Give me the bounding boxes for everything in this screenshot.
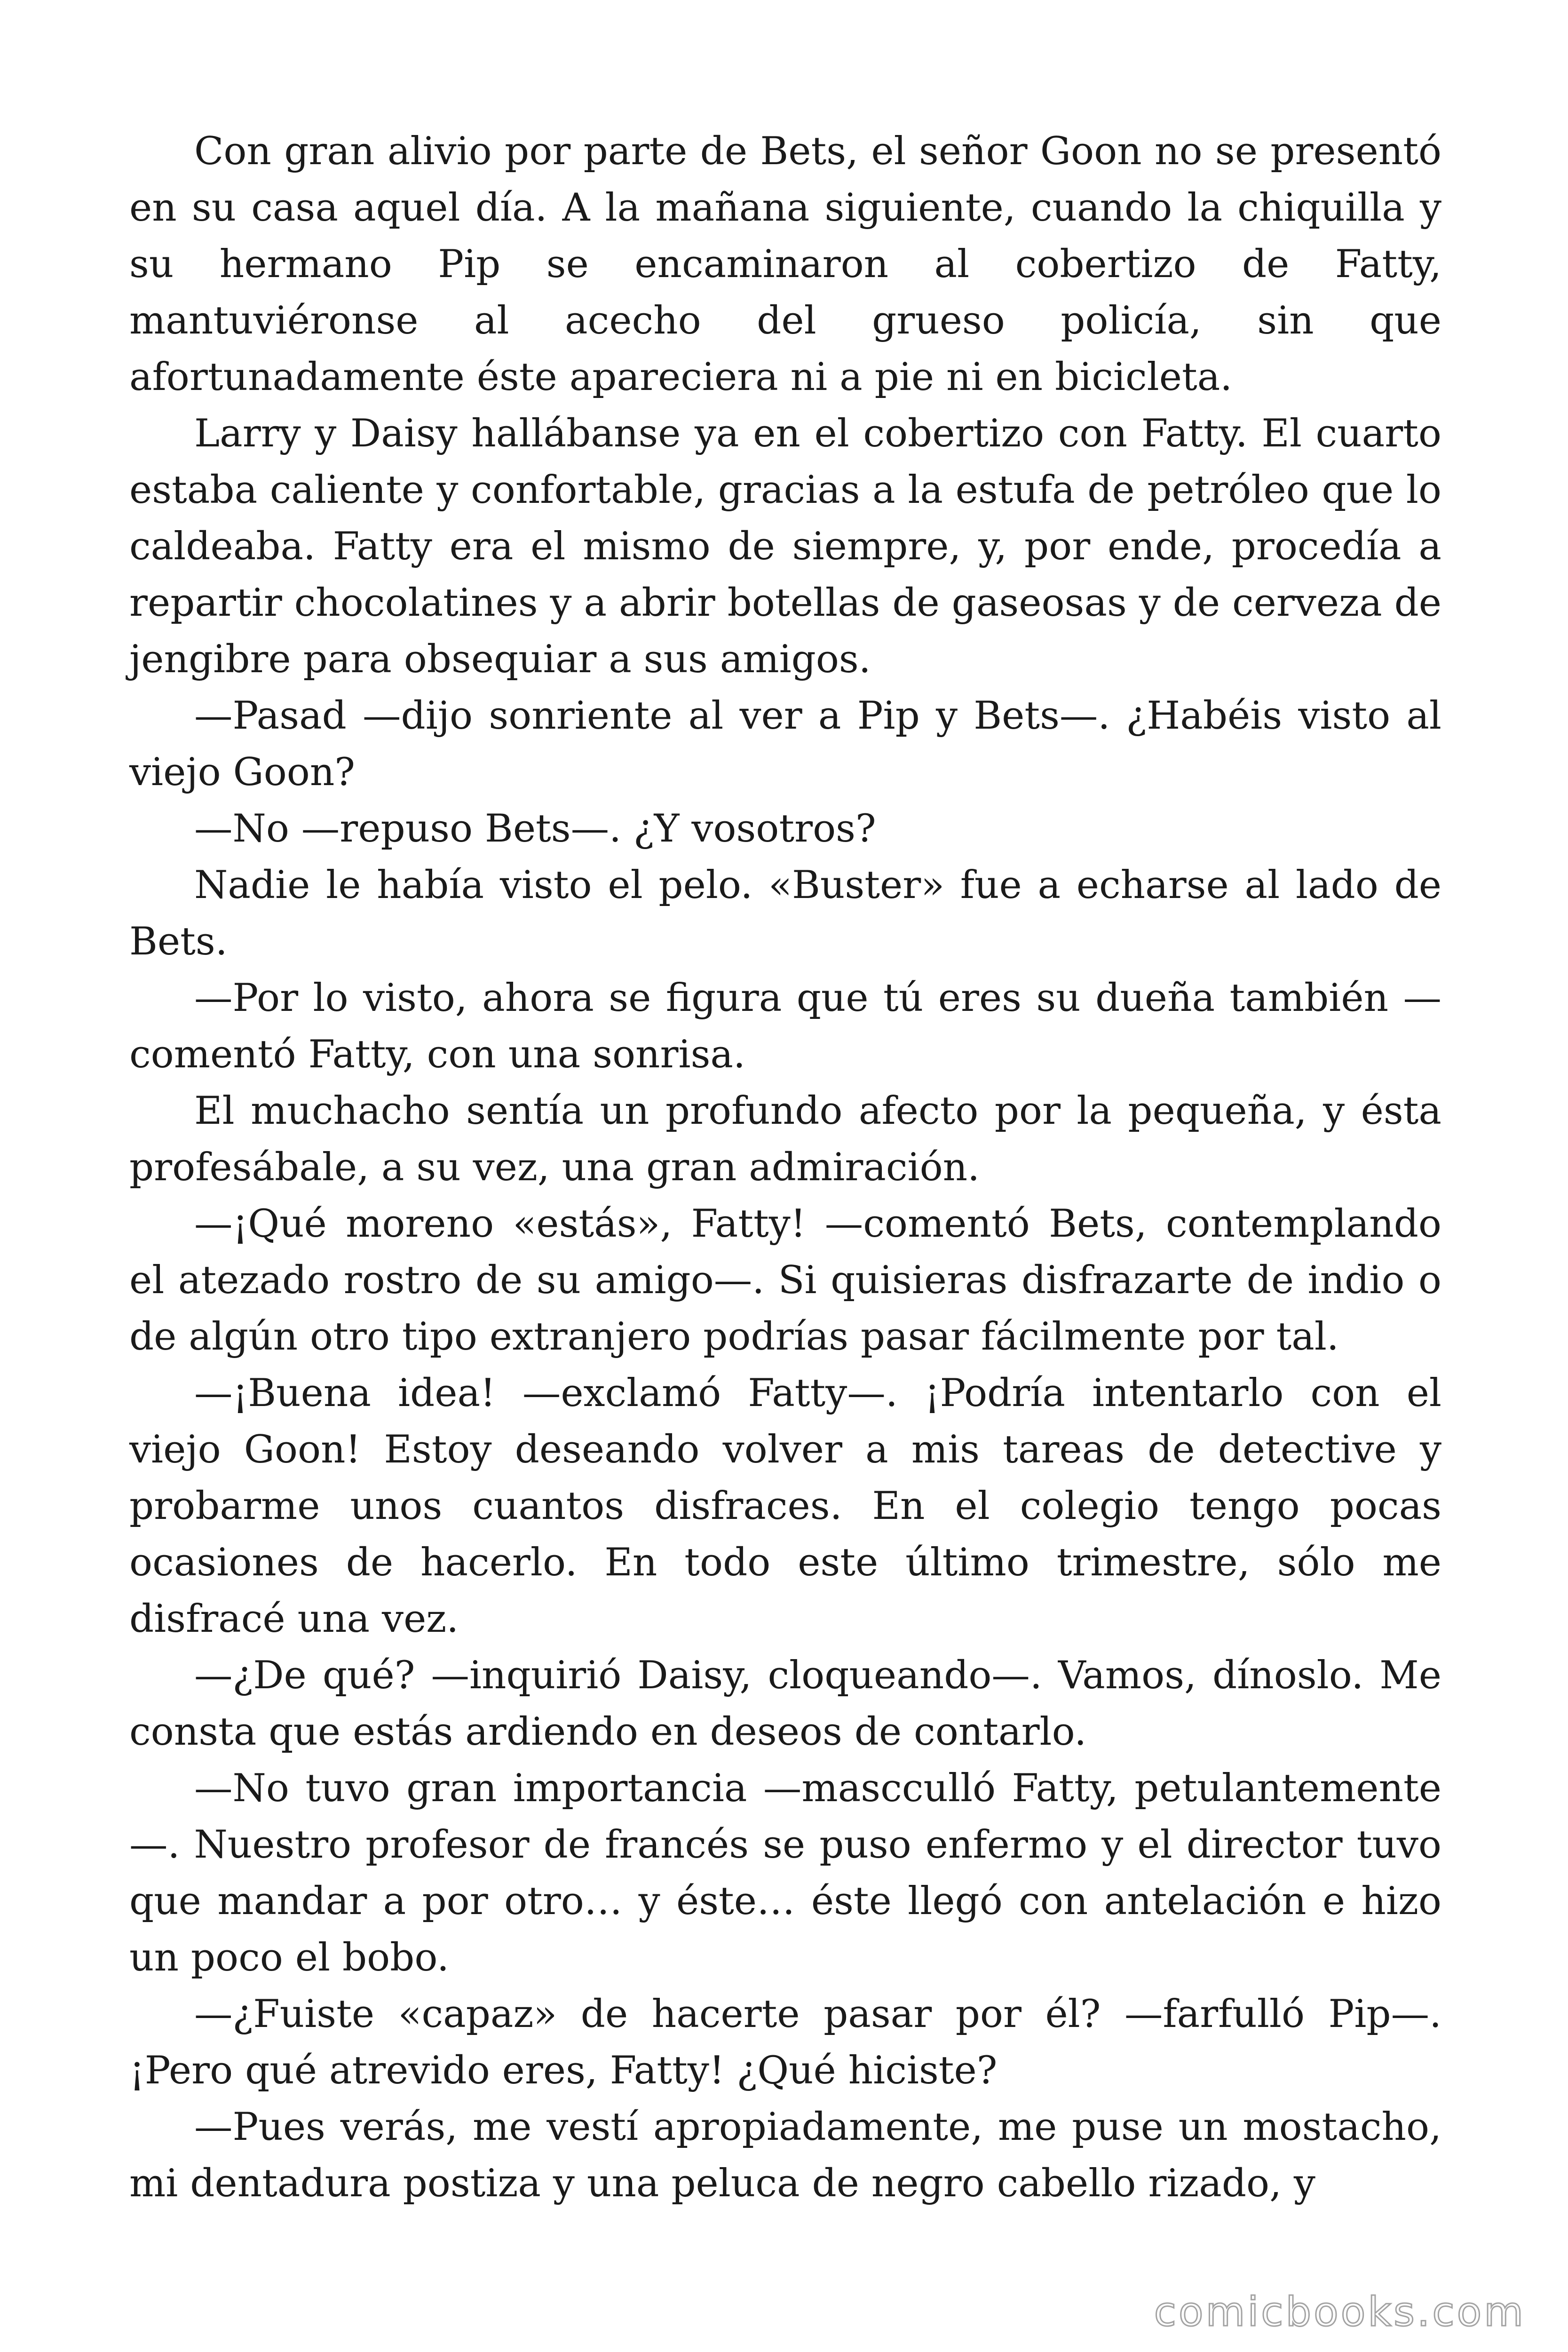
paragraph: —Pasad —dijo sonriente al ver a Pip y Bets—. ¿Habéis visto al viejo Goon? <box>129 693 1441 795</box>
paragraph: —No tuvo gran importancia —mascculló Fatty, petulantemente —. Nuestro profesor de francés se puso enfermo y el director tuvo que mandar a por otro… y éste… éste llegó con antelación e hizo un poco el bobo. <box>129 1766 1441 1980</box>
paragraph: Con gran alivio por parte de Bets, el señor Goon no se presentó en su casa aquel día. A la mañana siguiente, cuando la chiquilla y su hermano Pip se encaminaron al cobertizo de Fatty, mantuviéronse al acecho del grueso policía, sin que afortunadamente éste apareciera ni a pie ni en bicicleta. <box>129 129 1441 399</box>
paragraph: El muchacho sentía un profundo afecto por la pequeña, y ésta profesábale, a su vez, una gran admiración. <box>129 1089 1441 1190</box>
watermark: comicbooks.com <box>1154 2288 1526 2336</box>
paragraph: —¡Buena idea! —exclamó Fatty—. ¡Podría intentarlo con el viejo Goon! Estoy deseando volver a mis tareas de detective y probarme unos cuantos disfraces. En el colegio tengo pocas ocasiones de hacerlo. En todo este último trimestre, sólo me disfracé una vez. <box>129 1371 1441 1641</box>
paragraph: —¡Qué moreno «estás», Fatty! —comentó Bets, contemplando el atezado rostro de su amigo—. Si quisieras disfrazarte de indio o de algún otro tipo extranjero podrías pasar fácilmente por tal. <box>129 1201 1441 1359</box>
paragraph: —Pues verás, me vestí apropiadamente, me puse un mostacho, mi dentadura postiza y una peluca de negro cabello rizado, y <box>129 2105 1441 2206</box>
paragraph: Larry y Daisy hallábanse ya en el cobertizo con Fatty. El cuarto estaba caliente y confortable, gracias a la estufa de petróleo que lo caldeaba. Fatty era el mismo de siempre, y, por ende, procedía a repartir chocolatines y a abrir botellas de gaseosas y de cerveza de jengibre para obsequiar a sus amigos. <box>129 411 1441 682</box>
book-page-text <box>129 123 1441 2212</box>
paragraph: —¿De qué? —inquirió Daisy, cloqueando—. Vamos, dínoslo. Me consta que estás ardiendo en deseos de contarlo. <box>129 1653 1441 1754</box>
paragraph: Nadie le había visto el pelo. «Buster» fue a echarse al lado de Bets. <box>129 863 1441 964</box>
paragraph: —No —repuso Bets—. ¿Y vosotros? <box>194 806 876 851</box>
paragraph: —¿Fuiste «capaz» de hacerte pasar por él? —farfulló Pip—. ¡Pero qué atrevido eres, Fatty! ¿Qué hiciste? <box>129 1992 1441 2093</box>
paragraph: —Por lo visto, ahora se figura que tú eres su dueña también —comentó Fatty, con una sonrisa. <box>129 976 1441 1077</box>
